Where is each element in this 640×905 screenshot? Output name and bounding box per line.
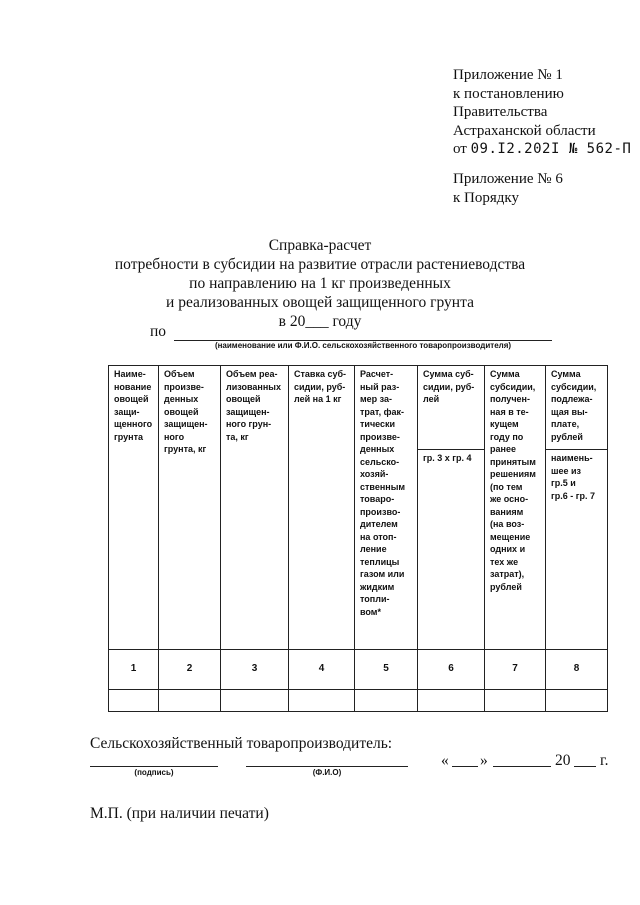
signature-line[interactable] bbox=[90, 766, 218, 767]
date-year-line[interactable] bbox=[574, 766, 596, 767]
table-data-row bbox=[109, 690, 608, 712]
header-cell: Объем реа- лизованных овощей защищен- ного грун- та, кг bbox=[221, 366, 289, 650]
appendix2-line: к Порядку bbox=[453, 189, 519, 206]
table-header-row bbox=[109, 366, 608, 450]
appendix-block bbox=[453, 66, 631, 159]
header-cell: Ставка суб- сидии, руб- лей на 1 кг bbox=[289, 366, 355, 650]
data-cell[interactable] bbox=[546, 690, 608, 712]
po-caption: (наименование или Ф.И.О. сельскохозяйственного товаропроизводителя) bbox=[214, 341, 512, 350]
header-cell: Объем произве- денных овощей защищен- ного грунта, кг bbox=[159, 366, 221, 650]
appendix-line: Астраханской области bbox=[453, 122, 596, 139]
table-number-row bbox=[109, 650, 608, 690]
formula-cell: наимень- шее из гр.5 и гр.6 - гр. 7 bbox=[546, 450, 608, 650]
column-number: 8 bbox=[546, 650, 608, 690]
signature-title: Сельскохозяйственный товаропроизводитель: bbox=[90, 735, 393, 752]
data-cell[interactable] bbox=[418, 690, 485, 712]
date-month-line[interactable] bbox=[493, 766, 551, 767]
date-number-stamp: 09.I2.202I № 562-П bbox=[470, 141, 632, 157]
name-line[interactable] bbox=[246, 766, 408, 767]
column-number: 3 bbox=[221, 650, 289, 690]
title-line: Справка-расчет bbox=[268, 237, 372, 254]
po-label: по bbox=[150, 323, 167, 340]
header-cell: Расчет- ный раз- мер за- трат, фак- тически произве- денных сельско- хозяй- ственным товаро- произво- дителем на отоп- ление теплицы газом или жидким топли- вом* bbox=[355, 366, 418, 650]
header-cell: Сумма суб- сидии, руб- лей bbox=[418, 366, 485, 450]
appendix2-line: Приложение № 6 bbox=[453, 171, 563, 187]
title-line: по направлению на 1 кг произведенных bbox=[189, 275, 451, 292]
seal-place-label: М.П. (при наличии печати) bbox=[90, 805, 269, 822]
data-cell[interactable] bbox=[109, 690, 159, 712]
header-cell: Сумма субсидии, получен- ная в те- кущем году по ранее принятым решениям (по тем же осно- ваниям (на воз- мещение одних и тех же затрат), рублей bbox=[485, 366, 546, 650]
data-cell[interactable] bbox=[485, 690, 546, 712]
header-cell: Наиме- нование овощей защи- щенного грунта bbox=[109, 366, 159, 650]
appendix-date-prefix: от bbox=[453, 141, 467, 157]
date-open-quote: « bbox=[441, 752, 449, 769]
header-cell: Сумма субсидии, подлежа- щая вы- плате, рублей bbox=[546, 366, 608, 450]
column-number: 2 bbox=[159, 650, 221, 690]
column-number: 4 bbox=[289, 650, 355, 690]
appendix-line: к постановлению bbox=[453, 85, 564, 102]
column-number: 7 bbox=[485, 650, 546, 690]
date-day-line[interactable] bbox=[452, 766, 478, 767]
column-number: 1 bbox=[109, 650, 159, 690]
column-number: 6 bbox=[418, 650, 485, 690]
appendix-line: Правительства bbox=[453, 104, 548, 120]
date-close-quote: » bbox=[480, 752, 488, 769]
title-line: и реализованных овощей защищенного грунта bbox=[166, 294, 474, 311]
date-year-prefix: 20 bbox=[555, 752, 571, 769]
appendix-date-line bbox=[453, 140, 631, 159]
signature-caption: (подпись) bbox=[134, 768, 174, 777]
calculation-table bbox=[108, 365, 608, 712]
data-cell[interactable] bbox=[221, 690, 289, 712]
appendix2-block bbox=[453, 170, 563, 207]
data-cell[interactable] bbox=[289, 690, 355, 712]
data-cell[interactable] bbox=[355, 690, 418, 712]
date-suffix: г. bbox=[600, 752, 609, 769]
name-caption: (Ф.И.О) bbox=[312, 768, 342, 777]
document-title bbox=[100, 236, 540, 331]
column-number: 5 bbox=[355, 650, 418, 690]
title-line: потребности в субсидии на развитие отрасли растениеводства bbox=[114, 256, 526, 273]
title-line: в 20___ году bbox=[278, 313, 362, 330]
formula-cell: гр. 3 х гр. 4 bbox=[418, 450, 485, 650]
appendix-line: Приложение № 1 bbox=[453, 67, 563, 83]
data-cell[interactable] bbox=[159, 690, 221, 712]
